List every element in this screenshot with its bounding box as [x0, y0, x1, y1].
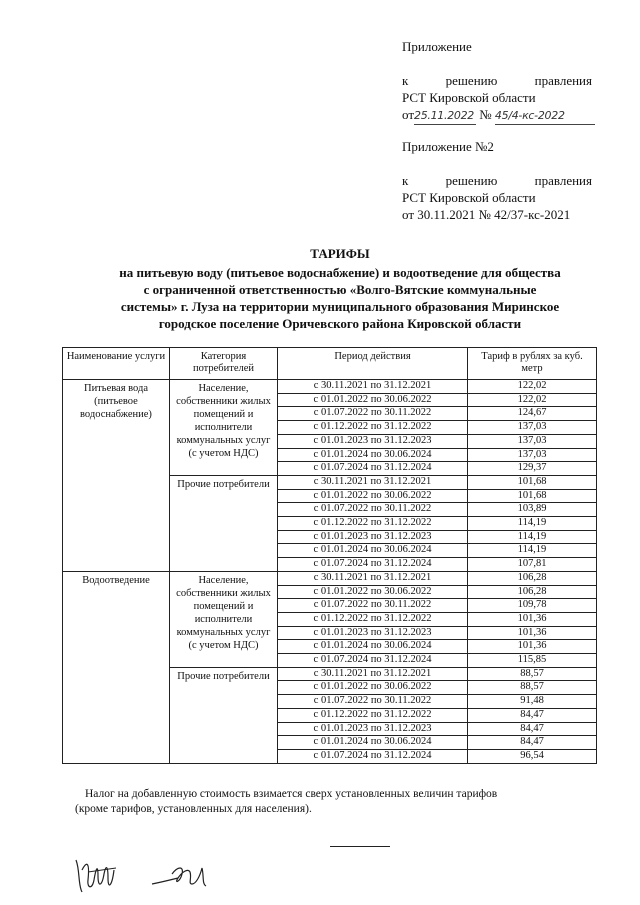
tariff-cell: 101,68 [468, 489, 597, 503]
signature-line [330, 846, 390, 847]
service-name-cell: Водоотведение [63, 571, 170, 763]
period-cell: с 01.07.2022 по 30.11.2022 [278, 503, 468, 517]
tariff-cell: 137,03 [468, 421, 597, 435]
category-cell: Прочие потребители [170, 475, 278, 571]
period-cell: с 01.12.2022 по 31.12.2022 [278, 421, 468, 435]
tariff-cell: 122,02 [468, 393, 597, 407]
vat-note-line-2: (кроме тарифов, установленных для населения). [75, 803, 312, 815]
tariff-cell: 107,81 [468, 558, 597, 572]
period-cell: с 01.01.2023 по 31.12.2023 [278, 722, 468, 736]
period-cell: с 30.11.2021 по 31.12.2021 [278, 380, 468, 394]
annex-board: правления [534, 73, 592, 88]
tariff-cell: 88,57 [468, 681, 597, 695]
period-cell: с 01.01.2022 по 30.06.2022 [278, 489, 468, 503]
tariff-cell: 84,47 [468, 708, 597, 722]
vat-note [75, 787, 615, 817]
handwritten-number: 45/4-кс-2022 [495, 107, 595, 125]
annex2-title: Приложение №2 [402, 139, 494, 154]
title-line-2: с ограниченной ответственностью «Волго-Вятские коммунальные [143, 282, 537, 297]
tariff-cell: 115,85 [468, 654, 597, 668]
tariff-cell: 122,02 [468, 380, 597, 394]
header-service: Наименование услуги [63, 348, 170, 380]
period-cell: с 01.12.2022 по 31.12.2022 [278, 708, 468, 722]
period-cell: с 01.01.2024 по 30.06.2024 [278, 640, 468, 654]
tariff-cell: 109,78 [468, 599, 597, 613]
period-cell: с 01.01.2023 по 31.12.2023 [278, 530, 468, 544]
period-cell: с 01.12.2022 по 31.12.2022 [278, 517, 468, 531]
tariff-cell: 106,28 [468, 571, 597, 585]
annex2-decision: решению [445, 173, 498, 188]
tariff-cell: 88,57 [468, 667, 597, 681]
tariff-cell: 129,37 [468, 462, 597, 476]
tariff-table-body [63, 380, 597, 764]
annex2-ref-line: от 30.11.2021 № 42/37-кс-2021 [402, 207, 571, 222]
annex2-board: правления [534, 173, 592, 188]
tariff-cell: 114,19 [468, 544, 597, 558]
category-cell: Прочие потребители [170, 667, 278, 763]
annex-from: от [402, 107, 415, 122]
tariff-table [62, 347, 597, 764]
table-row [63, 380, 597, 394]
title-heading: ТАРИФЫ [310, 246, 370, 261]
tariff-cell: 137,03 [468, 448, 597, 462]
table-row [63, 571, 597, 585]
tariff-cell: 101,36 [468, 640, 597, 654]
title-line-1: на питьевую воду (питьевое водоснабжение) и водоотведение для общества [119, 265, 561, 280]
tariff-cell: 91,48 [468, 695, 597, 709]
period-cell: с 01.01.2022 по 30.06.2022 [278, 585, 468, 599]
tariff-cell: 114,19 [468, 517, 597, 531]
annex-block [402, 38, 602, 125]
signature-1-icon [68, 850, 128, 900]
header-period: Период действия [278, 348, 468, 380]
annex2-decision-line [402, 172, 592, 189]
tariff-cell: 96,54 [468, 749, 597, 763]
title-line-4: городское поселение Оричевского района Кировской области [158, 316, 522, 331]
period-cell: с 01.01.2023 по 31.12.2023 [278, 626, 468, 640]
period-cell: с 01.07.2024 по 31.12.2024 [278, 749, 468, 763]
annex-number-sign: № [479, 107, 492, 122]
tariff-cell: 101,36 [468, 612, 597, 626]
table-header-row [63, 348, 597, 380]
vat-note-line-1: Налог на добавленную стоимость взимается сверх установленных величин тарифов [85, 788, 498, 800]
tariff-cell: 106,28 [468, 585, 597, 599]
period-cell: с 01.07.2024 по 31.12.2024 [278, 462, 468, 476]
signature-2-icon [148, 858, 218, 892]
period-cell: с 30.11.2021 по 31.12.2021 [278, 667, 468, 681]
period-cell: с 01.01.2024 по 30.06.2024 [278, 544, 468, 558]
annex-authority: РСТ Кировской области [402, 90, 536, 105]
handwritten-date: 25.11.2022 [414, 107, 476, 125]
period-cell: с 01.01.2022 по 30.06.2022 [278, 393, 468, 407]
period-cell: с 01.07.2024 по 31.12.2024 [278, 654, 468, 668]
annex2-block [402, 138, 602, 223]
annex-date-line [402, 106, 602, 125]
period-cell: с 01.07.2024 по 31.12.2024 [278, 558, 468, 572]
title-line-3: системы» г. Луза на территории муниципального образования Миринское [120, 299, 560, 314]
annex2-authority: РСТ Кировской области [402, 190, 536, 205]
tariff-cell: 124,67 [468, 407, 597, 421]
header-tariff: Тариф в рублях за куб. метр [468, 348, 597, 380]
period-cell: с 01.12.2022 по 31.12.2022 [278, 612, 468, 626]
tariff-cell: 103,89 [468, 503, 597, 517]
period-cell: с 01.01.2024 по 30.06.2024 [278, 736, 468, 750]
tariff-cell: 84,47 [468, 722, 597, 736]
annex-decision: решению [445, 73, 498, 88]
period-cell: с 01.07.2022 по 30.11.2022 [278, 695, 468, 709]
period-cell: с 01.07.2022 по 30.11.2022 [278, 407, 468, 421]
period-cell: с 30.11.2021 по 31.12.2021 [278, 475, 468, 489]
period-cell: с 30.11.2021 по 31.12.2021 [278, 571, 468, 585]
document-title [60, 245, 620, 332]
annex2-to: к [402, 173, 409, 188]
tariff-cell: 84,47 [468, 736, 597, 750]
period-cell: с 01.01.2022 по 30.06.2022 [278, 681, 468, 695]
annex-title: Приложение [402, 39, 472, 54]
period-cell: с 01.01.2024 по 30.06.2024 [278, 448, 468, 462]
category-cell: Население, собственники жилых помещений и исполнители коммунальных услуг (с учетом НДС) [170, 380, 278, 476]
annex-to: к [402, 73, 409, 88]
period-cell: с 01.07.2022 по 30.11.2022 [278, 599, 468, 613]
tariff-cell: 114,19 [468, 530, 597, 544]
tariff-cell: 137,03 [468, 434, 597, 448]
tariff-cell: 101,68 [468, 475, 597, 489]
header-category: Категория потребителей [170, 348, 278, 380]
tariff-cell: 101,36 [468, 626, 597, 640]
period-cell: с 01.01.2023 по 31.12.2023 [278, 434, 468, 448]
annex-decision-line [402, 72, 592, 89]
category-cell: Население, собственники жилых помещений и исполнители коммунальных услуг (с учетом НДС) [170, 571, 278, 667]
service-name-cell: Питьевая вода (питьевое водоснабжение) [63, 380, 170, 572]
